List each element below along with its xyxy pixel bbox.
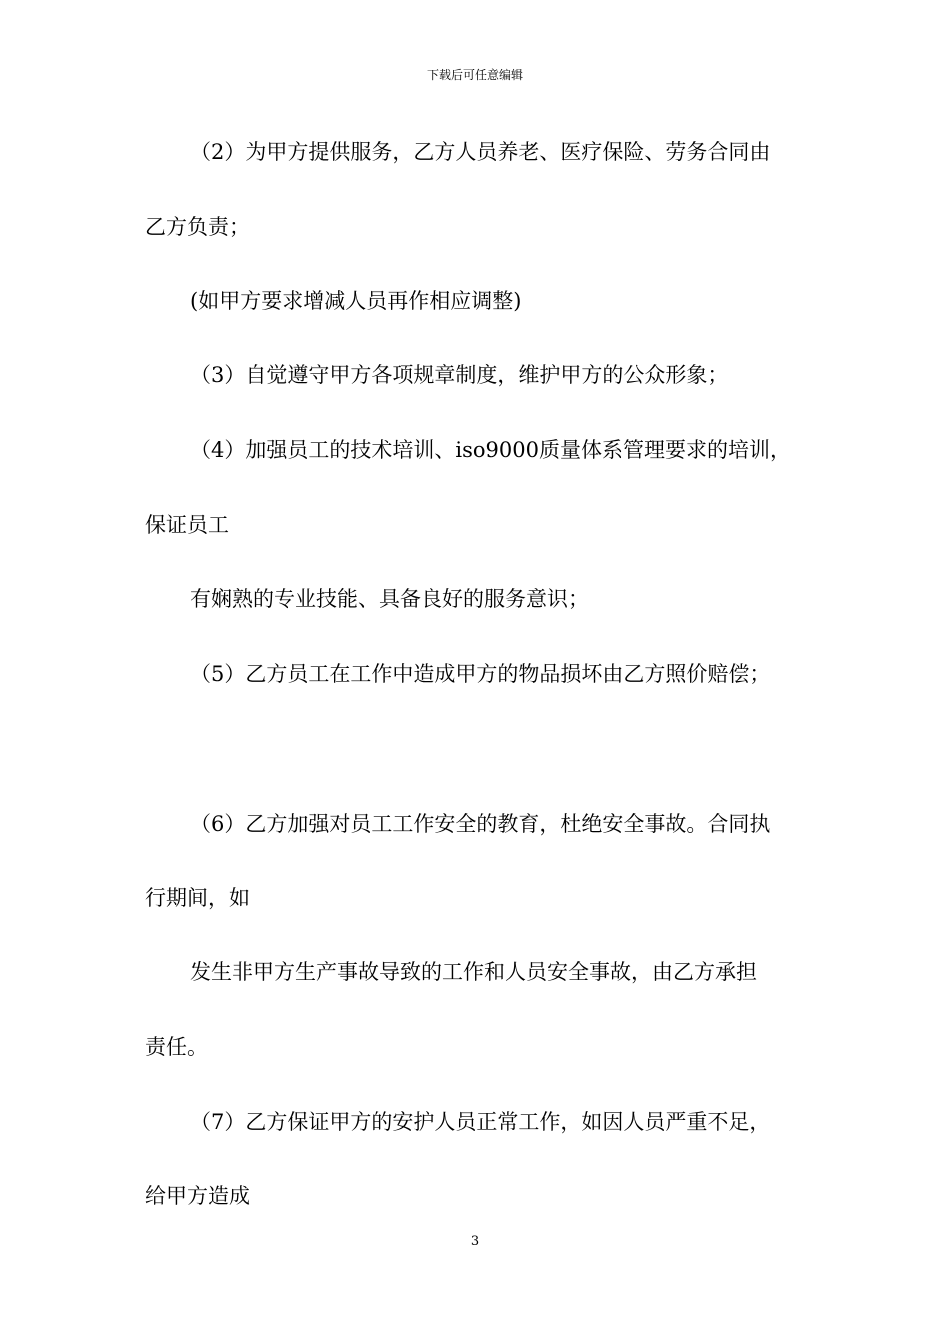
clause-6-line-4: 责任。 [145,1035,208,1059]
clause-7-line-1: （7）乙方保证甲方的安护人员正常工作，如因人员严重不足， [190,1110,771,1134]
clause-4-line-1: （4）加强员工的技术培训、iso9000质量体系管理要求的培训， [190,438,791,462]
clause-6-line-3: 发生非甲方生产事故导致的工作和人员安全事故，由乙方承担 [190,960,757,984]
page-header: 下载后可任意编辑 [426,68,523,82]
clause-2-line-1: （2）为甲方提供服务，乙方人员养老、医疗保险、劳务合同由 [190,140,771,164]
clause-4-line-3: 有娴熟的专业技能、具备良好的服务意识； [190,587,589,611]
clause-2-line-2: 乙方负责； [145,215,250,239]
page-number: 3 [470,1234,480,1249]
clause-5-line-1: （5）乙方员工在工作中造成甲方的物品损坏由乙方照价赔偿； [190,662,771,686]
clause-6-line-2: 行期间，如 [145,886,250,910]
clause-4-line-2: 保证员工 [145,513,229,537]
adjustment-note: (如甲方要求增减人员再作相应调整) [190,289,522,313]
clause-7-line-2: 给甲方造成 [145,1184,250,1208]
clause-3-line-1: （3）自觉遵守甲方各项规章制度，维护甲方的公众形象； [190,363,729,387]
clause-6-line-1: （6）乙方加强对员工工作安全的教育，杜绝安全事故。合同执 [190,812,771,836]
